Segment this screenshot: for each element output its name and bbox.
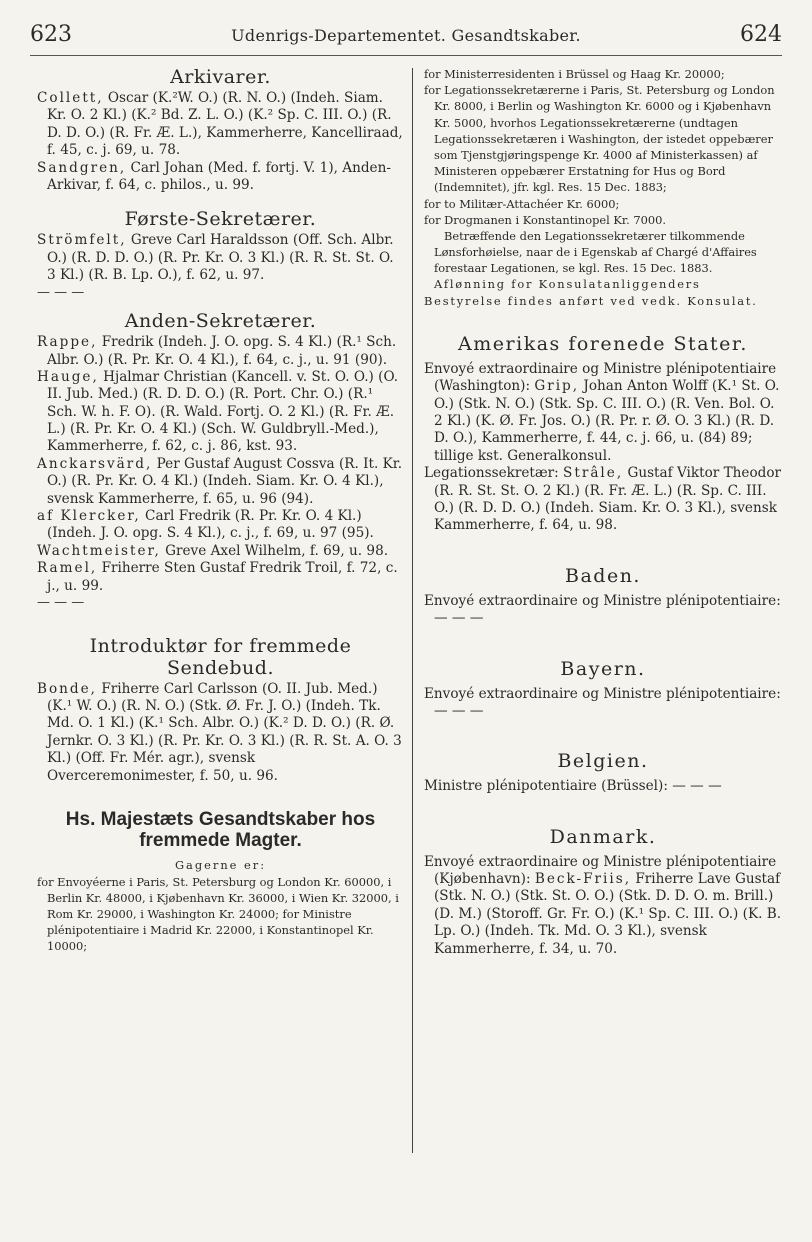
entry-name: Strömfelt, [37,232,127,249]
entry-grip [424,361,782,465]
section-heading-bayern: Bayern. [560,657,646,680]
salary-line: for Drogmanen i Konstantinopel Kr. 7000. [424,212,666,227]
section-heading-danmark: Danmark. [549,825,657,848]
entry-text: Friherre Sten Gustaf Fredrik Troil, f. 72, c. j., u. 99. [47,560,398,594]
running-title: Udenrigs-Departementet. Gesandtskaber. [231,26,581,45]
entry-text: Gustaf Viktor Theodor (R. R. St. St. O. 2 Kl.) (R. Fr. Æ. L.) (R. Sp. C. III. O.) (R. D. D. O.) (Indeh. Siam. Kr. O. 3 Kl.), svensk Kammerherre, f. 64, u. 98. [434,465,782,534]
entry-name: Strâle, [563,465,624,482]
entry-name: af Klercker, [37,508,141,525]
entry-text: Per Gustaf August Cossva (R. It. Kr. O.) (R. Pr. Kr. O. 4 Kl.) (Indeh. Siam. Kr. O. 4 Kl.), svensk Kammerherre, f. 65, u. 96 (94). [47,455,403,507]
entry-sandgren [37,160,404,195]
entry-role: Envoyé extraordinaire og Ministre plénipotentiaire (Washington): [424,360,777,395]
entry-bonde [37,681,404,785]
section-heading-anden-sekretaerer: Anden-Sekretærer. [124,310,317,333]
section-heading-gesandtskaber: Hs. Majestæts Gesandtskaber hos fremmede Magter. [65,808,376,852]
entry-name: Rappe, [37,334,98,351]
gagerne-label: Gagerne er: [174,858,267,873]
section-heading-baden: Baden. [565,564,641,587]
entry-text: Greve Carl Haraldsson (Off. Sch. Albr. O.) (R. D. D. O.) (R. Pr. Kr. O. 3 Kl.) (R. R. St. St. O. 3 Kl.) (R. B. Lp. O.), f. 62, u. 97. [47,232,394,284]
entry-name: Anckarsvärd, [37,455,153,472]
entry-text: Carl Fredrik (R. Pr. Kr. O. 4 Kl.) (Indeh. J. O. opg. S. 4 Kl.), c. j., f. 69, u. 97 (95). [47,508,374,542]
entry-text: Johan Anton Wolff (K.¹ St. O. O.) (Stk. N. O.) (Stk. Sp. C. III. O.) (R. Ven. Bol. O. 2 Kl.) (K. Ø. Fr. Jos. O.) (R. Pr. r. Ø. O. 3 Kl.) (R. D. D. O.), Kammerherre, f. 44, c. j. 66, u. (84) 89; tillige kst. Generalkonsul. [434,378,780,464]
section-heading-amerika: Amerikas forenede Stater. [458,332,748,355]
entry-text: Friherre Carl Carlsson (O. II. Jub. Med.) (K.¹ W. O.) (R. N. O.) (Stk. Ø. Fr. J. O.) (Indeh. Tk. Md. O. 1 Kl.) (K.¹ Sch. Albr. O.) (K.² D. D. O.) (R. Ø. Jernkr. O. 3 Kl.) (R. Pr. Kr. O. 3 Kl.) (R. R. St. A. O. 3 Kl.) (Off. Fr. Mér. agr.), svensk Overceremonimester, f. 50, u. 96. [47,680,402,784]
entry-name: Hauge, [37,368,99,385]
entry-text: Hjalmar Christian (Kancell. v. St. O. O.) (O. II. Jub. Med.) (R. D. D. O.) (R. Port. Chr. O.) (R.¹ Sch. W. h. F. O). (R. Wald. Fortj. O. 2 Kl.) (R. Fr. Æ. L.) (R. Pr. Kr. O. 4 Kl.) (Sch. W. Guldbryll.-Med.), Kammerherre, f. 62, c. j. 86, kst. 93. [47,368,399,455]
salary-line: for to Militær-Attachéer Kr. 6000; [424,196,620,211]
entry-stromfelt [37,232,404,284]
section-heading-introduktor: Introduktør for fremmede Sendebud. [89,634,352,679]
entry-wachtmeister [37,543,404,560]
left-column [37,66,404,955]
entry-name: Bonde, [37,680,97,697]
entry-text: Greve Axel Wilhelm, f. 69, u. 98. [160,542,389,559]
entry-text: Fredrik (Indeh. J. O. opg. S. 4 Kl.) (R.¹ Sch. Albr. O.) (R. Pr. Kr. O. 4 Kl.), f. 64, c. j., u. 91 (90). [47,334,397,368]
entry-text: Oscar (K.²W. O.) (R. N. O.) (Indeh. Siam. Kr. O. 2 Kl.) (K.² Bd. Z. L. O.) (K.² Sp. C. III. O.) (R. D. D. O.) (R. Fr. Æ. L.), Kammerherre, Kancelliraad, f. 45, c. j. 69, u. 78. [47,90,403,159]
entry-role: Legationssekretær: [424,465,564,482]
entry-beck-friis [424,854,782,958]
entry-name: Wachtmeister, [37,542,161,559]
entry-rappe [37,334,404,369]
entry-text: Friherre Lave Gustaf (Stk. N. O.) (Stk. St. O. O.) (Stk. D. D. O. m. Brill.) (D. M.) (Storoff. Gr. Fr. O.) (K.¹ Sp. C. III. O.) (K. B. Lp. O.) (Indeh. Tk. Md. O. 3 Kl.), svensk Kammerherre, f. 34, u. 70. [434,871,782,957]
entry-bayern: Envoyé extraordinaire og Ministre plénipotentiaire: — — — [424,685,781,719]
running-header [30,22,782,54]
consulate-note: Aflønning for Konsulatanliggenders Bestyrelse findes anført ved vedk. Konsulat. [424,277,758,308]
entry-role: Envoyé extraordinaire og Ministre plénipotentiaire (Kjøbenhavn): [424,853,777,888]
salary-text: for Envoyéerne i Paris, St. Petersburg og London Kr. 60000, i Berlin Kr. 48000, i Kjøbenhavn Kr. 36000, i Wien Kr. 32000, i Rom Kr. 29000, i Washington Kr. 24000; for Ministre plénipotentiaire i Madrid Kr. 22000, i Konstantinopel Kr. 10000; [37,874,399,954]
salary-line: for Legationssekretærerne i Paris, St. Petersburg og London Kr. 8000, i Berlin og Washington Kr. 6000 og i Kjøbenhavn Kr. 5000, hvorhos Legationssekretærerne (undtagen Legationssekretæren i Washington, der istedet oppebærer som Tjenstgjøringspenge Kr. 4000 af Ministerkassen) af Ministeren oppebærer Erstatning for Hus og Bord (Indemnitet), jfr. kgl. Res. 15 Dec. 1883; [424,83,775,195]
entry-name: Grip, [534,378,580,395]
vacancy-dashes: — — — [37,594,85,610]
entry-klercker [37,508,404,543]
entry-baden: Envoyé extraordinaire og Ministre plénipotentiaire: — — — [424,592,781,627]
header-rule [30,55,782,56]
page-number-left: 623 [30,22,72,47]
entry-name: Collett, [37,90,104,106]
entry-ramel [37,560,404,595]
salary-line: for Ministerresidenten i Brüssel og Haag Kr. 20000; [424,67,725,81]
section-heading-forste-sekretaerer: Første-Sekretærer. [124,208,317,231]
entry-name: Ramel, [37,560,98,577]
right-column [424,66,782,958]
entry-text: Carl Johan (Med. f. fortj. V. 1), Anden-Arkivar, f. 64, c. philos., u. 99. [47,159,391,193]
section-heading-arkivarer: Arkivarer. [170,66,271,88]
entry-name: Beck-Friis, [534,871,632,888]
entry-collett [37,90,404,160]
entry-anckarsvard [37,456,404,508]
vacancy-dashes: — — — [37,284,85,300]
section-heading-belgien: Belgien. [557,750,649,773]
entry-name: Sandgren, [37,159,127,176]
salary-note: Betræffende den Legationssekretærer tilkommende Lønsforhøielse, naar de i Egenskab af Chargé d'Affaires forestaar Legationen, se kgl. Res. 15 Dec. 1883. [434,228,757,276]
entry-belgien: Ministre plénipotentiaire (Brüssel): — — — [424,778,722,795]
column-divider [412,68,413,1153]
page-number-right: 624 [740,22,782,47]
entry-hauge [37,369,404,456]
entry-strale [424,465,782,535]
